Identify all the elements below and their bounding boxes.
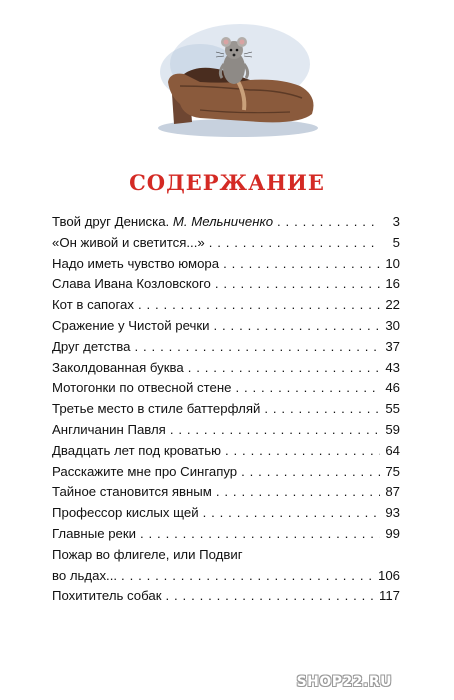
toc-entry xyxy=(52,462,400,483)
toc-entry xyxy=(52,482,400,503)
dot-leader xyxy=(215,274,380,295)
dot-leader xyxy=(203,503,380,524)
toc-entry-title: Тайное становится явным xyxy=(52,484,212,500)
toc-entry-author: М. Мельниченко xyxy=(172,214,274,229)
toc-entry-title: Третье место в стиле баттерфляй xyxy=(52,401,261,417)
toc-entry-page: 59 xyxy=(385,421,400,437)
toc-entry-title: Слава Ивана Козловского xyxy=(52,276,211,292)
toc-entry-page: 106 xyxy=(377,567,400,583)
dot-leader xyxy=(241,462,380,483)
toc-entry-page: 10 xyxy=(385,255,400,271)
toc-entry xyxy=(52,254,400,275)
toc-entry-title: Твой друг Дениска. М. Мельниченко xyxy=(52,214,274,229)
toc-entry-title: Расскажите мне про Сингапур xyxy=(52,463,238,479)
toc-entry-title: Кот в сапогах xyxy=(52,297,134,313)
toc-entry xyxy=(52,586,400,607)
toc-entry xyxy=(52,212,400,233)
toc-entry-page: 5 xyxy=(392,234,400,250)
dot-leader xyxy=(214,316,381,337)
toc-entry xyxy=(52,378,400,399)
toc-entry-page: 117 xyxy=(378,588,400,604)
toc-entry-page: 87 xyxy=(385,484,400,500)
toc-entry xyxy=(52,274,400,295)
dot-leader xyxy=(225,441,380,462)
toc-entry-title: Главные реки xyxy=(52,525,136,541)
contents-heading: СОДЕРЖАНИЕ xyxy=(129,170,325,195)
toc-entry xyxy=(52,420,400,441)
toc-entry-title-line2: во льдах... xyxy=(52,567,118,583)
dot-leader xyxy=(209,233,380,254)
toc-entry-title: Англичанин Павля xyxy=(52,421,166,437)
toc-entry xyxy=(52,337,400,358)
dot-leader xyxy=(140,524,380,545)
dot-leader xyxy=(165,586,374,607)
toc-entry-page: 64 xyxy=(385,442,400,458)
dot-leader xyxy=(135,337,381,358)
toc-entry-title: Двадцать лет под кроватью xyxy=(52,442,221,458)
toc-entry xyxy=(52,524,400,545)
toc-entry-page: 16 xyxy=(385,276,400,292)
toc-entry-title: «Он живой и светится...» xyxy=(52,234,205,250)
toc-entry xyxy=(52,233,400,254)
toc-entry-page: 43 xyxy=(385,359,400,375)
toc-entry-page: 22 xyxy=(385,297,400,313)
toc-entry-title: Сражение у Чистой речки xyxy=(52,317,210,333)
dot-leader xyxy=(216,482,380,503)
toc-entry-page: 55 xyxy=(385,401,400,417)
toc-entry-page: 37 xyxy=(385,338,400,354)
toc-entry-title: Мотогонки по отвесной стене xyxy=(52,380,232,396)
toc-entry xyxy=(52,316,400,337)
toc-entry-page: 30 xyxy=(385,317,400,333)
toc-entry-page: 93 xyxy=(385,505,400,521)
dot-leader xyxy=(188,358,380,379)
mouse-in-boot-illustration xyxy=(140,24,322,142)
toc-entry-title: Похититель собак xyxy=(52,588,162,604)
shop-watermark: SHOP22.RU xyxy=(296,674,392,690)
toc-entry xyxy=(52,295,400,316)
dot-leader xyxy=(235,378,380,399)
toc-entry xyxy=(52,441,400,462)
toc-entry-title: Заколдованная буква xyxy=(52,359,184,375)
toc-entry xyxy=(52,399,400,420)
toc-entry xyxy=(52,503,400,524)
toc-entry xyxy=(52,358,400,379)
toc-entry-page: 46 xyxy=(385,380,400,396)
toc-entry-page: 3 xyxy=(392,214,400,229)
table-of-contents xyxy=(52,212,400,607)
toc-entry-page: 75 xyxy=(385,463,400,479)
toc-entry-title: Надо иметь чувство юмора xyxy=(52,255,220,271)
toc-entry-title: Профессор кислых щей xyxy=(52,505,199,521)
dot-leader xyxy=(223,254,380,275)
toc-entry-title: Пожар во флигеле, или Подвиг xyxy=(52,546,243,562)
dot-leader xyxy=(121,566,374,587)
toc-entry xyxy=(52,545,400,587)
toc-entry-title: Друг детства xyxy=(52,338,131,354)
toc-entry-continuation xyxy=(52,566,400,587)
toc-entry-page: 99 xyxy=(385,525,400,541)
dot-leader xyxy=(264,399,380,420)
dot-leader xyxy=(277,212,380,233)
dot-leader xyxy=(138,295,380,316)
dot-leader xyxy=(170,420,380,441)
